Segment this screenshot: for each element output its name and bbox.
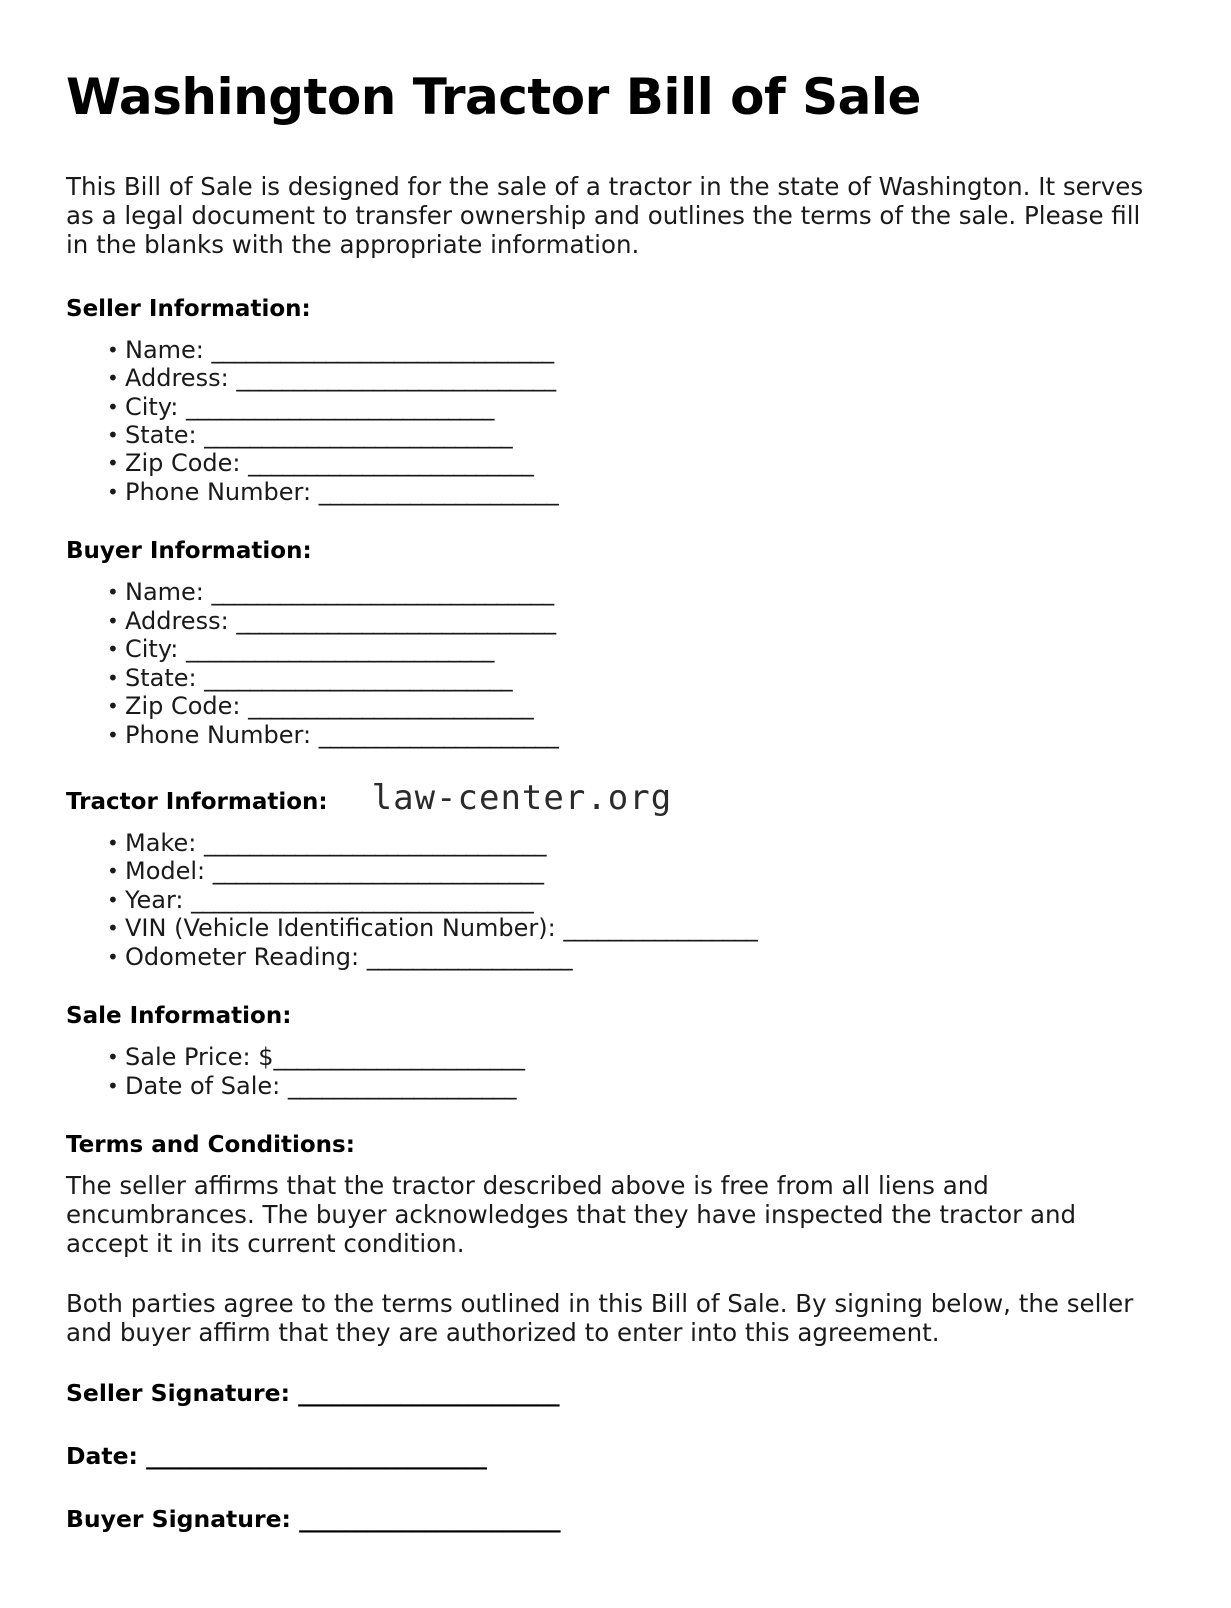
field-blank[interactable]: ____________________________ bbox=[236, 364, 556, 393]
field-blank[interactable]: ___________________________ bbox=[204, 421, 513, 450]
intro-paragraph: This Bill of Sale is designed for the sale of a tractor in the state of Washington. It serves as a legal document to transfer ownership and outlines the terms of the sale. Please fill in the blanks with the appropriate information. bbox=[66, 172, 1144, 259]
field-label: Sale Price: $ bbox=[125, 1043, 274, 1072]
field-label: City: bbox=[125, 635, 179, 664]
list-item bbox=[66, 336, 1145, 364]
field-label: Date of Sale: bbox=[125, 1071, 281, 1100]
seller-information-heading: Seller Information: bbox=[66, 295, 311, 322]
buyer-information-heading: Buyer Information: bbox=[66, 538, 312, 565]
field-blank[interactable]: _____________________________ bbox=[212, 857, 544, 886]
seller-signature-blank[interactable]: _______________________ bbox=[298, 1378, 560, 1407]
field-label: Address: bbox=[125, 606, 229, 635]
field-label: Zip Code: bbox=[125, 692, 241, 721]
field-label: City: bbox=[125, 392, 179, 421]
field-blank[interactable]: _____________________ bbox=[318, 720, 559, 749]
field-label: Zip Code: bbox=[125, 449, 241, 478]
field-label: Year: bbox=[125, 885, 184, 914]
field-blank[interactable]: _________________________ bbox=[248, 449, 534, 478]
tractor-information-fields bbox=[66, 829, 1145, 971]
field-label: Phone Number: bbox=[125, 720, 312, 749]
buyer-information-fields bbox=[66, 578, 1145, 749]
field-label: Address: bbox=[125, 364, 229, 393]
list-item bbox=[66, 829, 1145, 857]
field-blank[interactable]: ____________________ bbox=[287, 1071, 516, 1100]
list-item bbox=[66, 664, 1145, 692]
list-item bbox=[66, 364, 1145, 392]
seller-signature-line bbox=[66, 1379, 1145, 1407]
terms-paragraph-2: Both parties agree to the terms outlined in this Bill of Sale. By signing below, the seller and buyer affirm that they are authorized to enter into this agreement. bbox=[66, 1288, 1134, 1347]
field-blank[interactable]: ______________________________ bbox=[211, 578, 554, 607]
field-blank[interactable]: ______________________________ bbox=[191, 885, 534, 914]
field-blank[interactable]: ______________________ bbox=[273, 1043, 525, 1072]
list-item bbox=[66, 421, 1145, 449]
terms-and-conditions-heading: Terms and Conditions: bbox=[66, 1132, 355, 1159]
list-item bbox=[66, 886, 1145, 914]
site-watermark: law-center.org bbox=[371, 777, 673, 818]
field-blank[interactable]: ______________________________ bbox=[211, 335, 554, 364]
field-label: Name: bbox=[125, 578, 204, 607]
buyer-signature-line bbox=[66, 1505, 1145, 1533]
list-item bbox=[66, 449, 1145, 477]
field-label: State: bbox=[125, 663, 197, 692]
list-item bbox=[66, 857, 1145, 885]
field-label: Make: bbox=[125, 828, 197, 857]
field-blank[interactable]: ___________________________ bbox=[204, 663, 513, 692]
field-blank[interactable]: ___________________________ bbox=[186, 392, 494, 421]
sale-information-fields bbox=[66, 1043, 1145, 1100]
tractor-information-heading: Tractor Information: bbox=[66, 788, 328, 815]
list-item bbox=[66, 478, 1145, 506]
sale-information-heading: Sale Information: bbox=[66, 1003, 292, 1030]
seller-date-line bbox=[66, 1442, 1145, 1470]
field-label: VIN (Vehicle Identification Number): bbox=[125, 914, 556, 943]
list-item bbox=[66, 1043, 1145, 1071]
field-blank[interactable]: __________________ bbox=[366, 942, 572, 971]
list-item bbox=[66, 607, 1145, 635]
field-blank[interactable]: ___________________________ bbox=[186, 635, 494, 664]
date-label: Date: bbox=[66, 1441, 138, 1470]
date-blank[interactable]: ______________________________ bbox=[146, 1441, 487, 1470]
field-label: Name: bbox=[125, 335, 204, 364]
list-item bbox=[66, 578, 1145, 606]
terms-and-conditions-body bbox=[66, 1172, 1145, 1348]
terms-paragraph-1: The seller affirms that the tractor described above is free from all liens and encumbrances. The buyer acknowledges that they have inspected the tractor and accept it in its current condition. bbox=[66, 1171, 1077, 1258]
buyer-signature-label: Buyer Signature: bbox=[66, 1504, 291, 1533]
list-item bbox=[66, 393, 1145, 421]
buyer-signature-blank[interactable]: _______________________ bbox=[299, 1504, 561, 1533]
field-label: Odometer Reading: bbox=[125, 942, 360, 971]
list-item bbox=[66, 635, 1145, 663]
field-label: State: bbox=[125, 421, 197, 450]
field-blank[interactable]: _____________________ bbox=[318, 477, 559, 506]
list-item bbox=[66, 692, 1145, 720]
seller-information-fields bbox=[66, 336, 1145, 507]
field-label: Model: bbox=[125, 857, 206, 886]
tractor-information-heading-row bbox=[66, 777, 1145, 818]
list-item bbox=[66, 914, 1145, 942]
field-label: Phone Number: bbox=[125, 477, 312, 506]
field-blank[interactable]: ____________________________ bbox=[236, 606, 556, 635]
list-item bbox=[66, 721, 1145, 749]
list-item bbox=[66, 943, 1145, 971]
field-blank[interactable]: _________________________ bbox=[248, 692, 534, 721]
list-item bbox=[66, 1072, 1145, 1100]
seller-signature-label: Seller Signature: bbox=[66, 1378, 290, 1407]
field-blank[interactable]: ______________________________ bbox=[203, 828, 546, 857]
page-title: Washington Tractor Bill of Sale bbox=[66, 68, 921, 126]
field-blank[interactable]: _________________ bbox=[563, 914, 758, 943]
